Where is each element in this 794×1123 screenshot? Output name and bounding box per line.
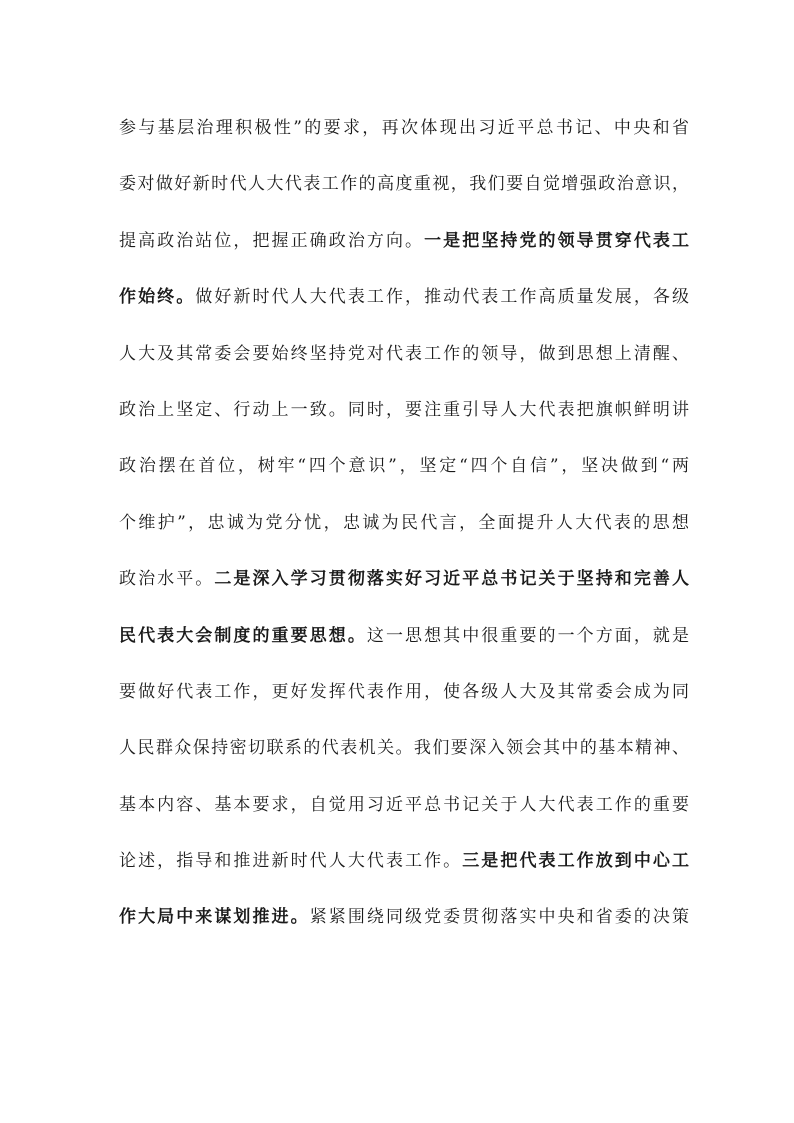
text-line: [119, 156, 689, 212]
text-segment: 基本内容、基本要求，自觉用习近平总书记关于人大代表工作的重要: [119, 794, 689, 815]
text-segment: 要做好代表工作，更好发挥代表作用，使各级人大及其常委会成为同: [119, 681, 689, 702]
text-segment: 委对做好新时代人大代表工作的高度重视，我们要自觉增强政治意识，: [119, 174, 689, 195]
text-segment: 人民群众保持密切联系的代表机关。我们要深入领会其中的基本精神、: [119, 738, 689, 759]
text-segment: 个维护”，忠诚为党分忧，忠诚为民代言，全面提升人大代表的思想: [119, 512, 689, 533]
text-line: [119, 720, 689, 776]
bold-heading-segment: 二是深入学习贯彻落实好习近平总书记关于坚持和完善人: [214, 569, 689, 590]
text-line: [119, 269, 689, 325]
text-segment: 这一思想其中很重要的一个方面，就是: [366, 625, 689, 646]
text-segment: 政治摆在首位，树牢“四个意识”，坚定“四个自信”，坚决做到“两: [119, 456, 689, 477]
text-segment: 紧紧围绕同级党委贯彻落实中央和省委的决策: [309, 907, 689, 928]
text-segment: 提高政治站位，把握正确政治方向。: [119, 230, 425, 251]
text-line: [119, 889, 689, 945]
text-line: [119, 213, 689, 269]
text-segment: 政治上坚定、行动上一致。同时，要注重引导人大代表把旗帜鲜明讲: [119, 399, 689, 420]
bold-heading-segment: 三是把代表工作放到中心工: [462, 851, 689, 872]
body-text: [119, 100, 689, 946]
text-line: [119, 100, 689, 156]
bold-heading-segment: 作始终。: [119, 287, 196, 308]
text-line: [119, 664, 689, 720]
bold-heading-segment: 作大局中来谋划推进。: [119, 907, 310, 928]
text-line: [119, 438, 689, 494]
text-line: [119, 382, 689, 438]
text-segment: 论述，指导和推进新时代人大代表工作。: [119, 851, 463, 872]
text-line: [119, 608, 689, 664]
text-segment: 人大及其常委会要始终坚持党对代表工作的领导，做到思想上清醒、: [119, 343, 689, 364]
text-line: [119, 833, 689, 889]
text-line: [119, 551, 689, 607]
bold-heading-segment: 一是把坚持党的领导贯穿代表工: [424, 230, 689, 251]
text-line: [119, 777, 689, 833]
bold-heading-segment: 民代表大会制度的重要思想。: [119, 625, 367, 646]
text-segment: 政治水平。: [119, 569, 215, 590]
text-line: [119, 326, 689, 382]
text-segment: 做好新时代人大代表工作，推动代表工作高质量发展，各级: [195, 287, 689, 308]
text-line: [119, 495, 689, 551]
text-segment: 参与基层治理积极性”的要求，再次体现出习近平总书记、中央和省: [119, 118, 689, 138]
